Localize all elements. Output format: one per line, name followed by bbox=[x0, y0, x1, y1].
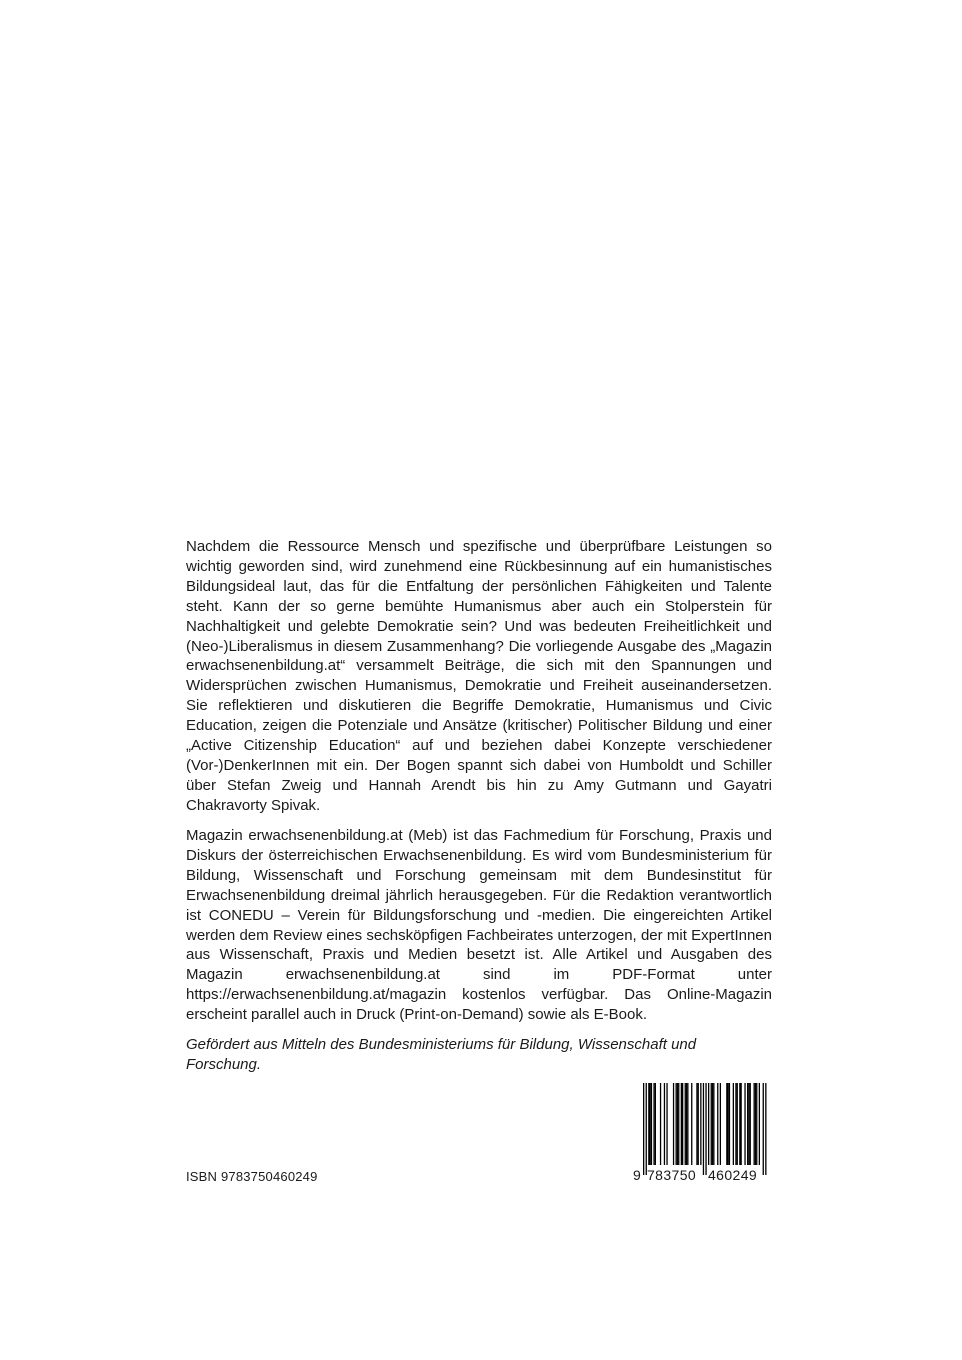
barcode-bar bbox=[750, 1083, 751, 1165]
barcode-bar bbox=[741, 1083, 742, 1165]
barcode-bar bbox=[646, 1083, 647, 1175]
barcode-bar bbox=[651, 1083, 652, 1165]
funding-note: Gefördert aus Mitteln des Bundesministeriums für Bildung, Wissenschaft und Forschung. bbox=[186, 1036, 697, 1073]
publisher-info-paragraph: Magazin erwachsenenbildung.at (Meb) ist das Fachmedium für Forschung, Praxis und Diskurs der österreichischen Erwachsenenbildung. Es wird vom Bundesministerium für Bildung, Wissenschaft und Forschung gemeinsam mit dem Bundesinstitut für Erwachsenenbildung dreimal jährlich herausgegeben. Für die Redaktion verantwortlich ist CONEDU – Verein für Bildungsforschung und -medien. Die eingereichten Artikel werden dem Review eines sechsköpfigen Fachbeirates unterzogen, der mit ExpertInnen aus Wissenschaft, Praxis und Medien besetzt ist. Alle Artikel und Ausgaben des Magazin erwachsenenbildung.at sind im PDF-Format unter https://erwachsenenbildung.at/magazin kostenlos verfügbar. Das Online-Magazin erscheint parallel auch in Druck (Print-on-Demand) sowie als E-Book. bbox=[186, 827, 772, 1024]
barcode-bar bbox=[713, 1083, 714, 1165]
barcode-bar bbox=[691, 1083, 692, 1165]
barcode-bar bbox=[648, 1083, 649, 1165]
barcode-bar bbox=[686, 1083, 687, 1165]
barcode-bar bbox=[687, 1083, 688, 1165]
barcode-bar bbox=[655, 1083, 656, 1165]
barcode-bar bbox=[712, 1083, 713, 1165]
barcode-bar bbox=[682, 1083, 683, 1165]
isbn-label: ISBN 9783750460249 bbox=[186, 1169, 318, 1184]
barcode-bar bbox=[653, 1083, 654, 1165]
barcode-digits-left: 783750 bbox=[647, 1167, 697, 1183]
blurb-paragraph: Nachdem die Ressource Mensch und spezifische und überprüfbare Leistungen so wichtig geworden sind, wird zunehmend eine Rückbesinnung auf ein humanistisches Bildungsideal laut, das für die Entfaltung der persönlichen Fähigkeiten und Talente steht. Kann der so gerne bemühte Humanismus aber auch ein Stolperstein für Nachhaltigkeit und gelebte Demokratie sein? Und was bedeuten Freiheitlichkeit und (Neo-)Liberalismus in diesem Zusammenhang? Die vorliegende Ausgabe des „Magazin erwachsenenbildung.at“ versammelt Beiträge, die sich mit den Spannungen und Widersprüchen zwischen Humanismus, Demokratie und Freiheit auseinandersetzen. Sie reflektieren und diskutieren die Begriffe Demokratie, Humanismus und Civic Education, zeigen die Potenziale und Ansätze (kritischer) Politischer Bildung und einer „Active Citizenship Education“ auf und beziehen dabei Konzepte verschiedener (Vor-)DenkerInnen mit ein. Der Bogen spannt sich dabei von Humboldt und Schiller über Stefan Zweig und Hannah Arendt bis hin zu Amy Gutmann und Gayatri Chakravorty Spivak. bbox=[186, 538, 772, 814]
barcode-bar bbox=[744, 1083, 745, 1165]
barcode-bar bbox=[705, 1083, 706, 1175]
barcode-digit-first: 9 bbox=[633, 1167, 641, 1183]
barcode-bar bbox=[756, 1083, 757, 1165]
barcode-bar bbox=[698, 1083, 699, 1165]
barcode-bar bbox=[681, 1083, 682, 1165]
barcode-bar bbox=[696, 1083, 697, 1165]
barcode-digits-right: 460249 bbox=[708, 1167, 758, 1183]
barcode-bar bbox=[660, 1083, 661, 1165]
barcode-bar bbox=[673, 1083, 674, 1165]
barcode-bar bbox=[703, 1083, 704, 1175]
barcode-bar bbox=[664, 1083, 665, 1165]
barcode-bar bbox=[643, 1083, 644, 1175]
barcode-bar bbox=[666, 1083, 667, 1165]
barcode-bar bbox=[717, 1083, 718, 1165]
barcode-bar bbox=[726, 1083, 727, 1165]
barcode-bar bbox=[676, 1083, 677, 1165]
barcode-bar bbox=[735, 1083, 736, 1165]
barcode-bar bbox=[747, 1083, 748, 1165]
barcode-bar bbox=[755, 1083, 756, 1165]
barcode-bar bbox=[759, 1083, 760, 1165]
barcode-bar bbox=[700, 1083, 701, 1165]
barcode-bar bbox=[739, 1083, 740, 1165]
barcode-bar bbox=[650, 1083, 651, 1165]
barcode-bar bbox=[708, 1083, 709, 1165]
barcode-bar bbox=[737, 1083, 738, 1165]
barcode-bar bbox=[677, 1083, 678, 1165]
barcode-bar bbox=[685, 1083, 686, 1165]
barcode-bar bbox=[678, 1083, 679, 1165]
barcode-bar bbox=[765, 1083, 766, 1175]
barcode-bar bbox=[763, 1083, 764, 1175]
barcode-bar bbox=[754, 1083, 755, 1165]
barcode-bar bbox=[711, 1083, 712, 1165]
barcode-bar bbox=[733, 1083, 734, 1165]
barcode-bar bbox=[729, 1083, 730, 1165]
barcode-bar bbox=[748, 1083, 749, 1165]
barcode-bar bbox=[720, 1083, 721, 1165]
barcode-bar bbox=[728, 1083, 729, 1165]
